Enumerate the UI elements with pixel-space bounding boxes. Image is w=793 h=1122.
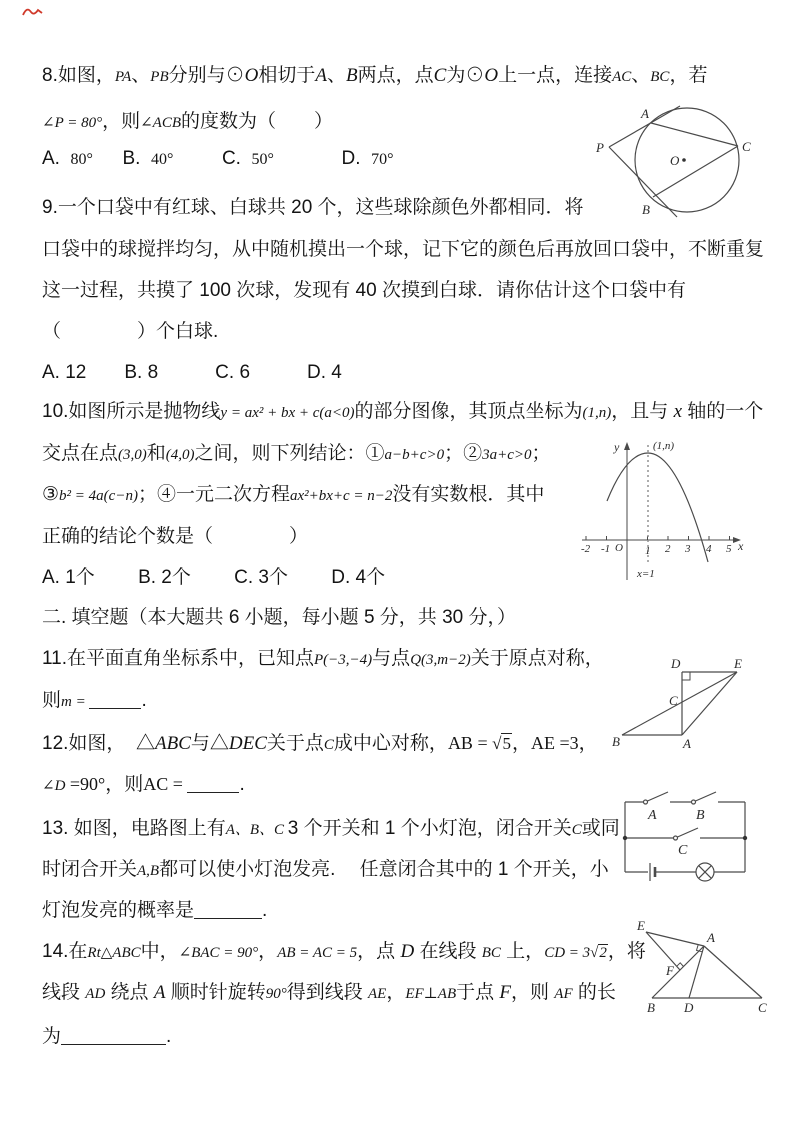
q9-line-4: （ ）个白球. <box>42 321 219 342</box>
label-vertex: (1,n) <box>653 440 675 452</box>
junction-dot-right <box>743 836 747 840</box>
figure-circle-tangents <box>588 100 793 220</box>
label-E: E <box>734 656 742 671</box>
label-D: D <box>671 656 681 671</box>
label-C: C <box>758 1000 767 1015</box>
q12-line-1: 12.如图， △ABC与△DEC关于点C成中心对称，AB = √5，AE =3， <box>42 733 598 754</box>
section-2-header: 二. 填空题（本大题共 6 小题，每小题 5 分，共 30 分，） <box>42 607 516 628</box>
q10-line-4: 正确的结论个数是（ ） <box>42 526 309 547</box>
tick-3: 3 <box>685 543 691 555</box>
q8-line-2: ∠P = 80°，则∠ACB的度数为（ ） <box>42 111 334 132</box>
label-A: A <box>707 930 715 945</box>
label-B: B <box>647 1000 655 1015</box>
q10-line-3: ③b² = 4a(c−n)；④一元二次方程ax²+bx+c = n−2没有实数根．其中 <box>42 484 545 505</box>
label-A: A <box>683 736 691 751</box>
q10-line-1: 10.如图所示是抛物线y = ax² + bx + c(a<0)的部分图像，其顶点坐标为(1,n)，且与 x 轴的一个 <box>42 401 764 422</box>
figure-circuit <box>618 788 790 896</box>
label-y-axis: y <box>614 440 620 454</box>
label-D: D <box>684 1000 694 1015</box>
label-E: E <box>637 918 645 933</box>
label-C: C <box>669 693 678 708</box>
q9-line-1: 9.一个口袋中有红球、白球共 20 个，这些球除颜色外都相同．将 <box>42 197 584 218</box>
junction-dot-left <box>623 836 627 840</box>
label-O: O <box>670 153 680 168</box>
label-switch-C: C <box>678 843 688 858</box>
label-origin: O <box>615 542 623 554</box>
q8-line-1: 8.如图，PA、PB分别与⊙O相切于A、B两点，点C为⊙O上一点，连接AC、BC，若 <box>42 65 708 86</box>
q8-options: A. 80° B. 40° C. 50° D. 70° <box>42 148 394 169</box>
label-axis-of-symmetry: x=1 <box>637 568 655 580</box>
q14-line-3: 为 . <box>42 1026 172 1047</box>
tick-1: 1 <box>645 545 651 557</box>
label-A: A <box>641 106 649 121</box>
q9-options: A. 12 B. 8 C. 6 D. 4 <box>42 362 342 383</box>
q13-line-3: 灯泡发亮的概率是 . <box>42 900 268 921</box>
label-P: P <box>596 140 604 155</box>
label-B: B <box>642 202 650 217</box>
tick--2: -2 <box>581 543 591 555</box>
label-B: B <box>612 734 620 749</box>
q14-line-1: 14.在Rt△ABC中，∠BAC = 90°，AB = AC = 5，点 D 在线段 BC 上，CD = 3√2，将 <box>42 941 646 962</box>
q11-line-1: 11.在平面直角坐标系中，已知点P(−3,−4)与点Q(3,m−2)关于原点对称， <box>42 648 604 669</box>
q13-line-2: 时闭合开关A,B都可以使小灯泡发亮. 任意闭合其中的 1 个开关，小 <box>42 859 609 880</box>
tick-2: 2 <box>665 543 671 555</box>
q11-line-2: 则m = . <box>42 690 147 711</box>
label-C: C <box>742 139 751 154</box>
tick--1: -1 <box>601 543 611 555</box>
label-x-axis: x <box>738 539 744 553</box>
red-pen-mark <box>20 4 48 20</box>
figure-central-symmetry <box>612 652 752 752</box>
q14-line-2: 线段 AD 绕点 A 顺时针旋转90°得到线段 AE，EF⊥AB于点 F，则 AF 的长 <box>42 982 616 1003</box>
tick-5: 5 <box>726 543 732 555</box>
tick-4: 4 <box>706 543 712 555</box>
q10-line-2: 交点在点(3,0)和(4,0)之间，则下列结论：①a−b+c>0；②3a+c>0； <box>42 443 551 464</box>
label-switch-B: B <box>696 808 705 823</box>
label-switch-A: A <box>648 808 657 823</box>
q12-line-2: ∠D =90°，则AC = . <box>42 774 245 795</box>
label-F: F <box>666 963 674 978</box>
figure-parabola <box>580 435 793 585</box>
q13-line-1: 13. 如图，电路图上有A、B、C 3 个开关和 1 个小灯泡，闭合开关C或同 <box>42 818 620 839</box>
q10-options: A. 1个 B. 2个 C. 3个 D. 4个 <box>42 567 386 588</box>
q9-line-3: 这一过程，共摸了 100 次球，发现有 40 次摸到白球．请你估计这个口袋中有 <box>42 280 686 301</box>
q9-line-2: 口袋中的球搅拌均匀，从中随机摸出一个球，记下它的颜色后再放回口袋中，不断重复 <box>42 239 765 260</box>
figure-rotated-triangle <box>622 918 793 1020</box>
